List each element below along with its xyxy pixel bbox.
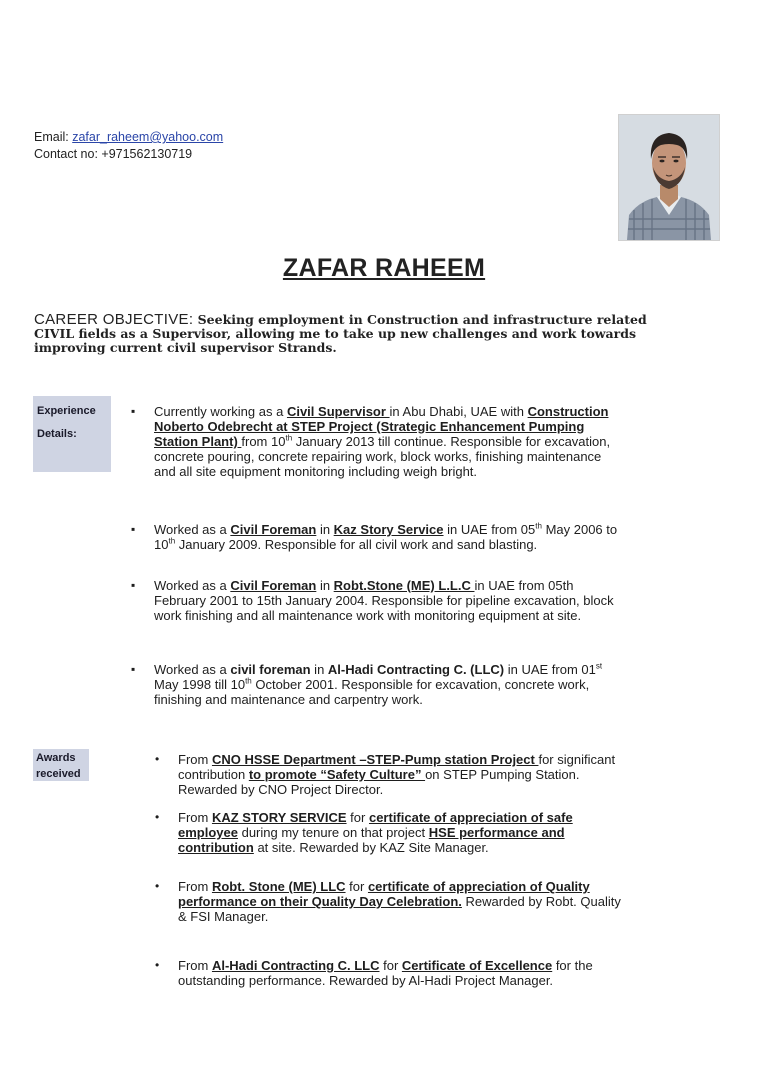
text-fragment: for the outstanding performance. Rewarded by Al-Hadi Project Manager. [178, 958, 593, 988]
received-label: received [36, 768, 81, 780]
text-fragment: From [178, 810, 212, 825]
text-fragment: May 1998 till 10 [154, 677, 246, 692]
experience-label: Experience [37, 405, 96, 417]
text-fragment: Robt. Stone (ME) LLC [211, 879, 346, 894]
email-line [34, 129, 223, 146]
text-fragment: Currently working as a [154, 404, 287, 419]
text-fragment: in UAE from 05 [443, 522, 536, 537]
text-fragment: Kaz Story Service [333, 522, 444, 537]
text-fragment: Construction Noberto Odebrecht at STEP Project (Strategic Enhancement Pumping Station Plant) [154, 404, 609, 449]
text-fragment: st [595, 661, 603, 671]
text-fragment: from 10 [241, 434, 286, 449]
objective-text: Seeking employment in Construction and infrastructure related CIVIL fields as a Supervisor, allowing me to take up new challenges and work towards improving current civil supervisor Strands. [34, 312, 647, 355]
text-fragment: on STEP Pumping Station. Rewarded by CNO Project Director. [178, 767, 580, 797]
phone-number: +971562130719 [101, 147, 193, 161]
award-item-1 [155, 752, 628, 797]
contact-block [34, 129, 223, 163]
text-fragment: Worked as a [154, 662, 231, 677]
text-fragment: th [168, 536, 176, 546]
text-fragment: in [310, 662, 328, 677]
details-label: Details: [37, 428, 77, 440]
text-fragment: From [178, 752, 212, 767]
text-fragment: at site. Rewarded by KAZ Site Manager. [253, 840, 489, 855]
text-fragment: in [316, 522, 334, 537]
objective-label: CAREER OBJECTIVE: [34, 311, 194, 328]
text-fragment: Certificate of Excellence [401, 958, 553, 973]
text-fragment: certificate of appreciation of Quality performance on their Quality Day Celebration. [178, 879, 590, 909]
text-fragment: for [379, 958, 402, 973]
bullet-icon: • [155, 879, 160, 893]
text-fragment: in UAE from 01 [504, 662, 596, 677]
bullet-icon: • [155, 810, 160, 824]
text-fragment: certificate of appreciation of safe employee [178, 810, 573, 840]
text-fragment: in Abu Dhabi, UAE with [389, 404, 528, 419]
text-fragment: for [346, 810, 369, 825]
text-fragment: Al-Hadi Contracting C. (LLC) [327, 662, 505, 677]
awards-label-box [33, 749, 89, 781]
experience-label-box [33, 396, 111, 472]
text-fragment: civil foreman [230, 662, 311, 677]
text-fragment: in [316, 578, 334, 593]
award-item-3 [155, 879, 628, 924]
awards-label: Awards [36, 752, 76, 764]
career-objective [34, 313, 684, 355]
text-fragment: Civil Foreman [230, 578, 317, 593]
profile-photo [618, 114, 720, 241]
bullet-icon: ▪ [131, 662, 136, 676]
phone-line [34, 146, 223, 163]
text-fragment: HSE performance and contribution [178, 825, 565, 855]
text-fragment: January 2009. Responsible for all civil work and sand blasting. [175, 537, 538, 552]
bullet-icon: • [155, 752, 160, 766]
text-fragment: January 2013 till continue. Responsible for excavation, concrete pouring, concrete repairing work, block works, finishing maintenance and all site equipment monitoring including weigh bright. [154, 434, 611, 479]
text-fragment: Worked as a [154, 578, 231, 593]
experience-item-2 [131, 521, 624, 552]
text-fragment: to promote “Safety Culture” [248, 767, 426, 782]
email-link[interactable]: zafar_raheem@yahoo.com [72, 130, 224, 144]
text-fragment: From [178, 958, 212, 973]
profile-photo-image [619, 115, 719, 240]
text-fragment: May 2006 to 10 [154, 522, 618, 552]
text-fragment: Civil Supervisor [286, 404, 390, 419]
award-item-2 [155, 810, 628, 855]
text-fragment: Worked as a [154, 522, 231, 537]
candidate-name: ZAFAR RAHEEM [282, 254, 486, 282]
text-fragment: in UAE from 05th February 2001 to 15th January 2004. Responsible for pipeline excavation, block work finishing and all maintenance work with monitoring equipment at site. [154, 578, 614, 623]
bullet-icon: ▪ [131, 404, 136, 418]
text-fragment: th [245, 676, 252, 686]
email-label: Email: [34, 130, 73, 144]
text-fragment: for [345, 879, 368, 894]
text-fragment: th [285, 433, 293, 443]
award-item-4 [155, 958, 628, 988]
text-fragment: Civil Foreman [230, 522, 317, 537]
text-fragment: Al-Hadi Contracting C. LLC [211, 958, 380, 973]
bullet-icon: ▪ [131, 578, 136, 592]
text-fragment: for significant contribution [178, 752, 616, 782]
text-fragment: during my tenure on that project [237, 825, 429, 840]
phone-label: Contact no: [34, 147, 102, 161]
experience-item-3 [131, 578, 624, 623]
text-fragment: Robt.Stone (ME) L.L.C [333, 578, 475, 593]
experience-item-4 [131, 661, 624, 707]
bullet-icon: • [155, 958, 160, 972]
experience-item-1 [131, 404, 624, 479]
bullet-icon: ▪ [131, 522, 136, 536]
text-fragment: KAZ STORY SERVICE [211, 810, 347, 825]
text-fragment: October 2001. Responsible for excavation, concrete work, finishing and maintenance and carpentry work. [154, 677, 590, 707]
text-fragment: From [178, 879, 212, 894]
text-fragment: th [535, 521, 542, 531]
text-fragment: CNO HSSE Department –STEP-Pump station Project [211, 752, 539, 767]
text-fragment: Rewarded by Robt. Quality & FSI Manager. [178, 894, 621, 924]
